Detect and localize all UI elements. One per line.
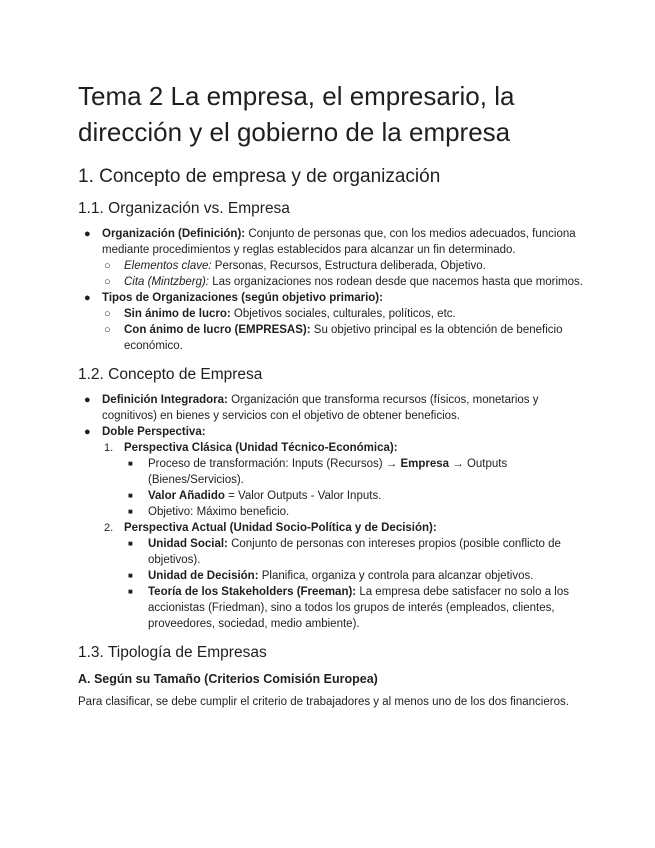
item-text: Las organizaciones nos rodean desde que nacemos hasta que morimos. [209, 276, 583, 288]
square-bullet-icon: ■ [128, 587, 133, 596]
circle-bullet-icon: ○ [104, 276, 111, 288]
item-label: Unidad Social: [148, 538, 228, 550]
circle-bullet-icon: ○ [104, 324, 111, 336]
bullet-icon: ● [84, 394, 91, 406]
list-item [78, 322, 583, 354]
bullet-icon: ● [84, 228, 91, 240]
list-item [78, 488, 583, 504]
list-item [78, 456, 583, 488]
item-label: Elementos clave: [124, 260, 212, 272]
list-item [78, 568, 583, 584]
section-1-3-a-heading: A. Según su Tamaño (Criterios Comisión Europea) [78, 672, 378, 686]
bullet-icon: ● [84, 292, 91, 304]
square-bullet-icon: ■ [128, 491, 133, 500]
list-item [78, 392, 583, 424]
item-text: Organización que transforma recursos (físicos, monetarios y cognitivos) en bienes y servicios con el objetivo de obtener beneficios. [102, 394, 539, 422]
item-label: Con ánimo de lucro (EMPRESAS): [124, 324, 311, 336]
list-item [78, 258, 583, 274]
list-item [78, 440, 583, 456]
list-item [78, 290, 583, 306]
list-item [78, 306, 583, 322]
list-item [78, 520, 583, 536]
item-text: Planifica, organiza y controla para alcanzar objetivos. [258, 570, 534, 582]
square-bullet-icon: ■ [128, 571, 133, 580]
item-text: Personas, Recursos, Estructura deliberada, Objetivo. [211, 260, 486, 272]
item-text: La empresa debe satisfacer no solo a los accionistas (Friedman), sino a todos los grupos de interés (empleados, clientes, proveedores, sociedad, medio ambiente). [148, 586, 569, 630]
document-title: Tema 2 La empresa, el empresario, la dirección y el gobierno de la empresa [78, 81, 515, 147]
item-text: Conjunto de personas con intereses propios (posible conflicto de objetivos). [148, 538, 561, 566]
item-text: Su objetivo principal es la obtención de beneficio económico. [124, 324, 563, 352]
circle-bullet-icon: ○ [104, 260, 111, 272]
list-item [78, 226, 583, 258]
item-label: Doble Perspectiva: [102, 426, 206, 438]
section-1-1-heading: 1.1. Organización vs. Empresa [78, 200, 290, 217]
square-bullet-icon: ■ [128, 459, 133, 468]
list-number: 2. [104, 522, 114, 534]
item-label: Teoría de los Stakeholders (Freeman): [148, 586, 357, 598]
item-text: Conjunto de personas que, con los medios adecuados, funciona mediante procedimientos y reglas establecidos para alcanzar un fin determinado. [102, 228, 576, 256]
item-text: Proceso de transformación: Inputs (Recursos) → [148, 458, 401, 470]
section-1-heading: 1. Concepto de empresa y de organización [78, 166, 441, 187]
item-label: Cita (Mintzberg): [124, 276, 209, 288]
item-text: Objetivos sociales, culturales, políticos, etc. [230, 308, 456, 320]
section-1-3-heading: 1.3. Tipología de Empresas [78, 644, 267, 661]
item-label: Empresa [400, 458, 450, 470]
item-label: Definición Integradora: [102, 394, 228, 406]
list-item [78, 274, 583, 290]
section-1-1-list [78, 226, 583, 354]
item-label: Perspectiva Clásica (Unidad Técnico-Económica): [124, 442, 398, 454]
item-label: Tipos de Organizaciones (según objetivo primario): [102, 292, 383, 304]
circle-bullet-icon: ○ [104, 308, 111, 320]
item-label: Organización (Definición): [102, 228, 246, 240]
list-item [78, 536, 583, 568]
item-text: → Outputs (Bienes/Servicios). [148, 458, 508, 486]
bullet-icon: ● [84, 426, 91, 438]
square-bullet-icon: ■ [128, 507, 133, 516]
list-number: 1. [104, 442, 114, 454]
list-item [78, 424, 583, 440]
item-label: Sin ánimo de lucro: [124, 308, 231, 320]
list-item [78, 584, 583, 632]
section-1-2-list [78, 392, 583, 632]
section-1-3-paragraph: Para clasificar, se debe cumplir el criterio de trabajadores y al menos uno de los dos financieros. [78, 696, 569, 708]
document-content [78, 78, 583, 710]
item-label: Perspectiva Actual (Unidad Socio-Política y de Decisión): [124, 522, 437, 534]
item-label: Valor Añadido [148, 490, 225, 502]
square-bullet-icon: ■ [128, 539, 133, 548]
item-text: Objetivo: Máximo beneficio. [148, 506, 290, 518]
section-1-2-heading: 1.2. Concepto de Empresa [78, 366, 263, 383]
item-text: = Valor Outputs - Valor Inputs. [224, 490, 382, 502]
list-item [78, 504, 583, 520]
item-label: Unidad de Decisión: [148, 570, 259, 582]
